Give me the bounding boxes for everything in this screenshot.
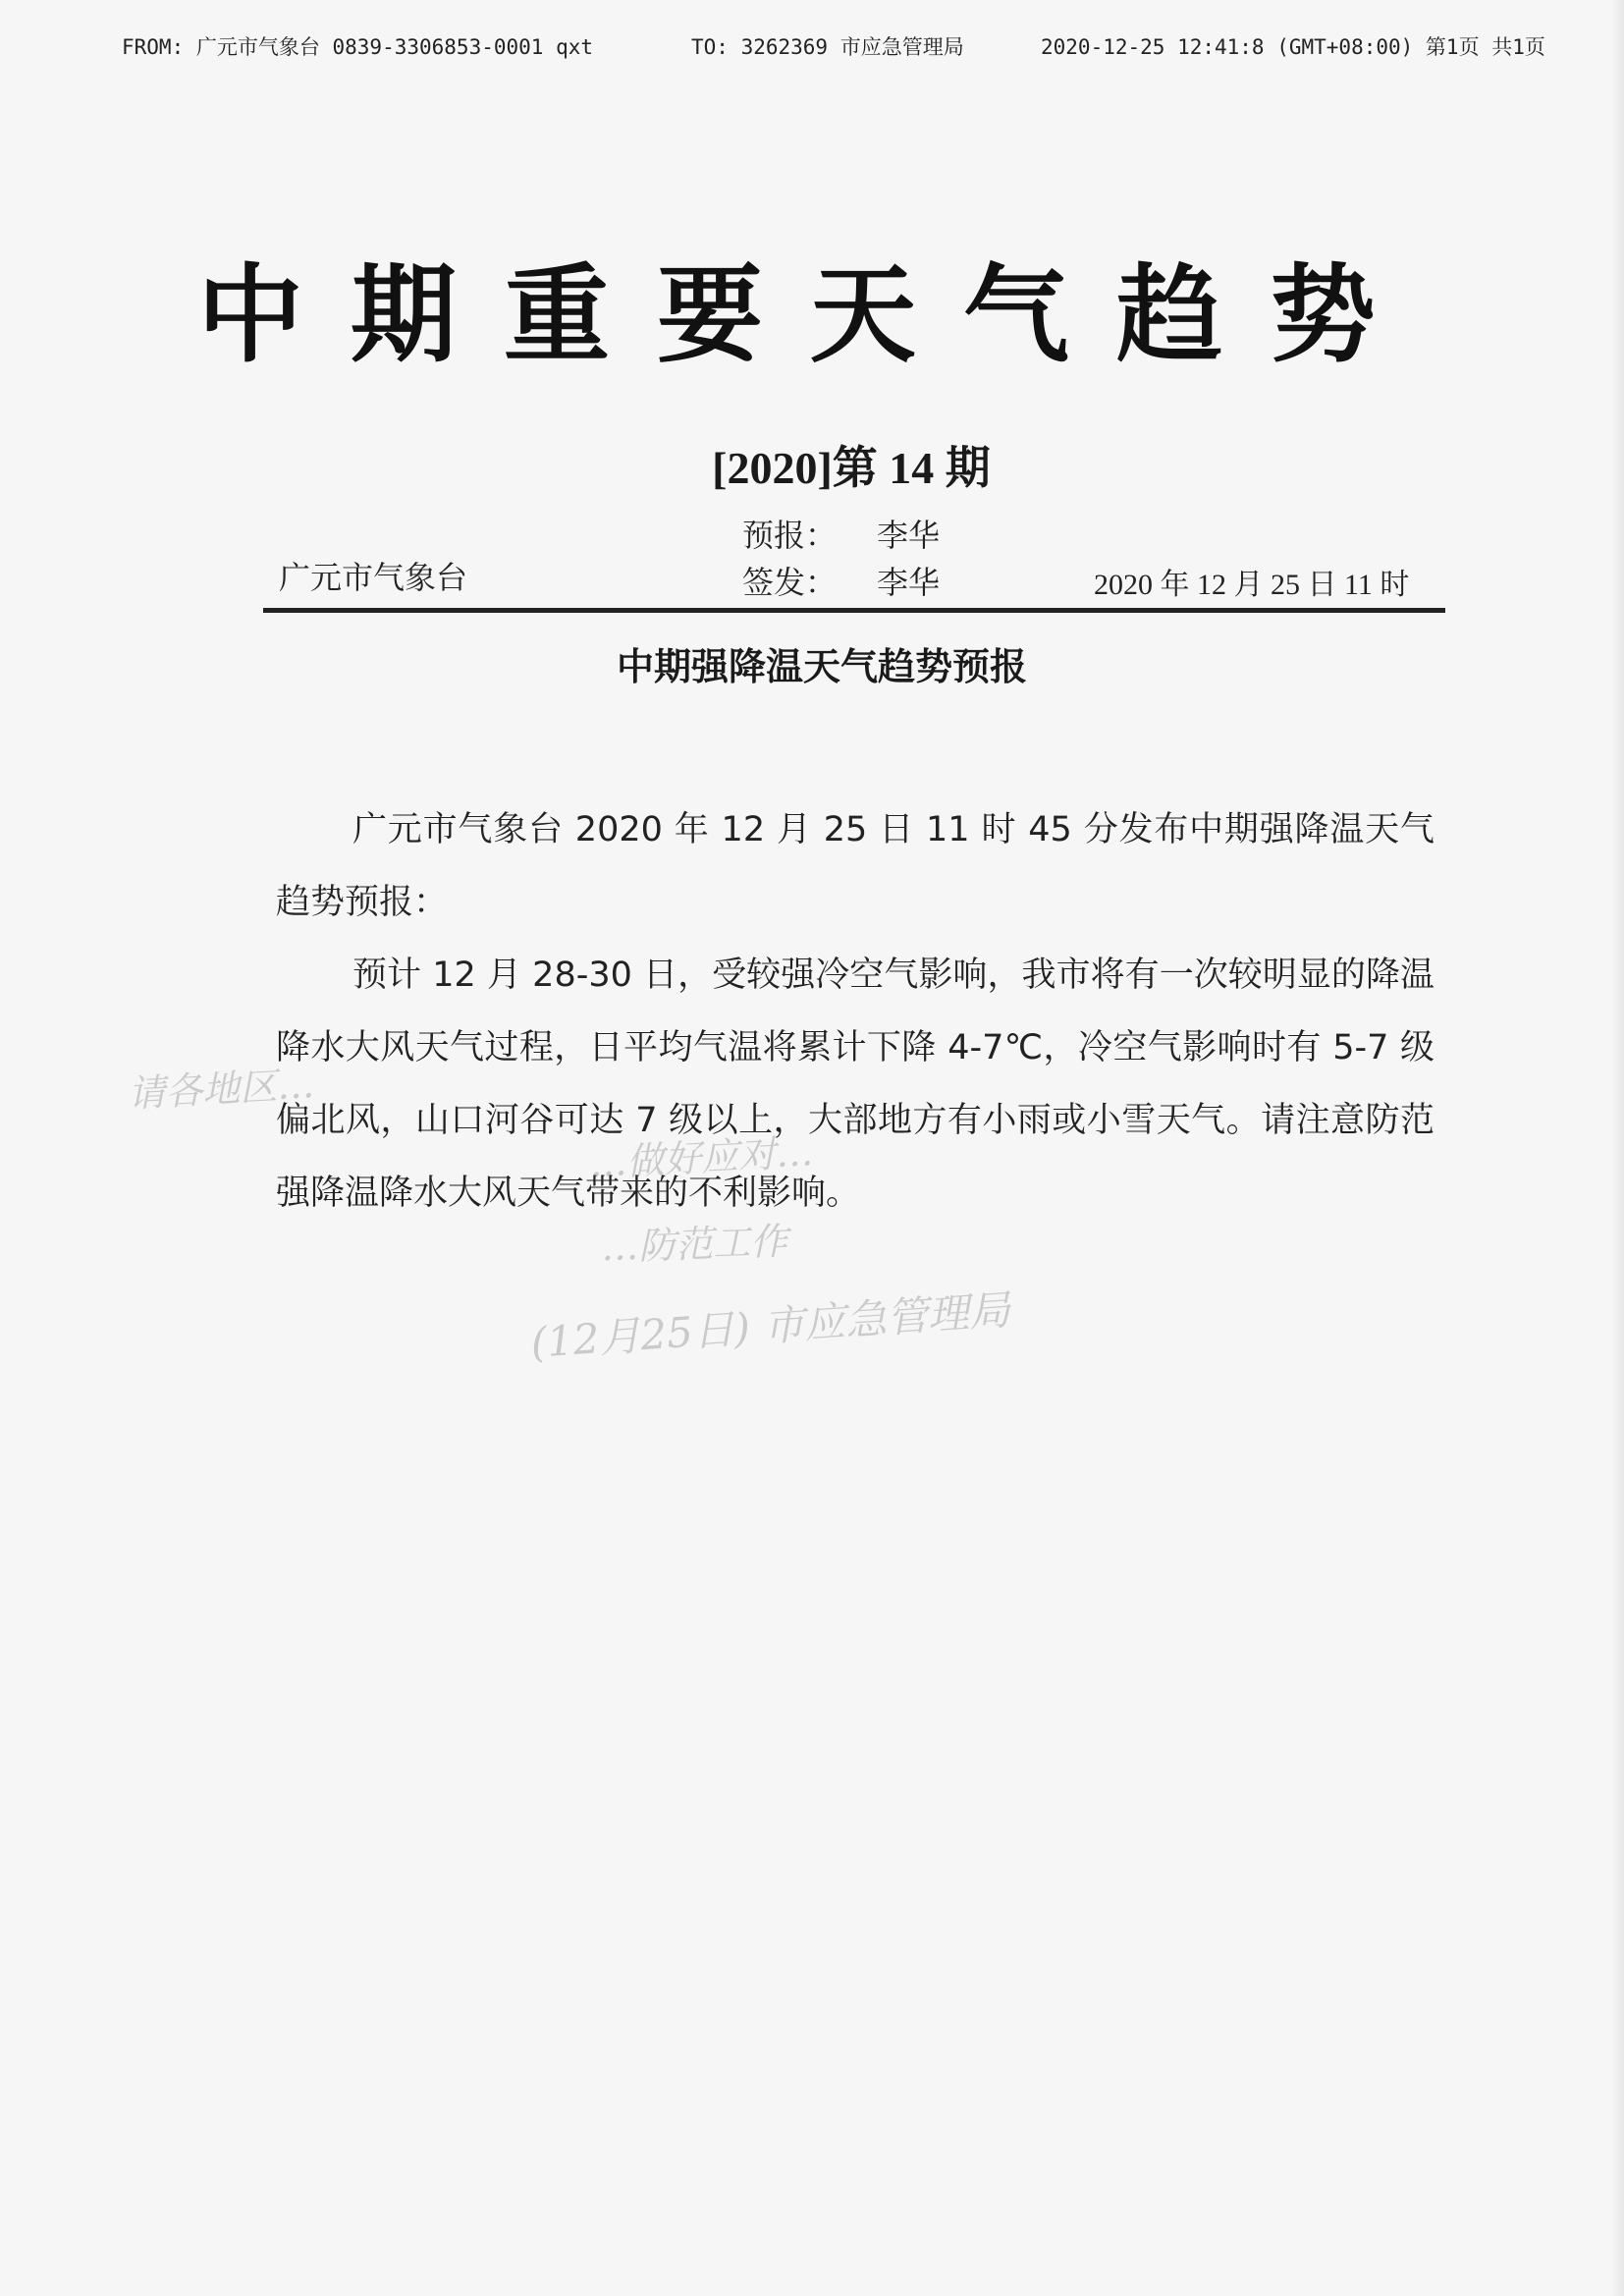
fax-datetime: 2020-12-25 12:41:8 (GMT+08:00) 第1页 共1页 [1041, 35, 1545, 59]
document-title: 中期重要天气趋势 [196, 254, 1423, 377]
issuer-label: 签发： [742, 564, 838, 601]
scan-edge-shadow [1610, 0, 1624, 2296]
issuer-name: 李华 [877, 564, 941, 601]
issue-date: 2020 年 12 月 25 日 11 时 [1094, 569, 1410, 601]
section-title: 中期强降温天气趋势预报 [616, 645, 1027, 688]
issue-number: [2020]第 14 期 [712, 443, 991, 493]
forecast-label: 预报： [742, 517, 838, 554]
fax-to: TO: 3262369 市应急管理局 [691, 35, 964, 59]
fax-from: FROM: 广元市气象台 0839-3306853-0001 qxt [122, 35, 594, 59]
body-paragraph: 预计 12 月 28-30 日，受较强冷空气影响，我市将有一次较明显的降温降水大风天气过程，日平均气温将累计下降 4-7℃，冷空气影响时有 5-7 级偏北风，山口河谷可达 7 级以上，大部地方有小雨或小雪天气。请注意防范强降温降水大风天气带来的不利影响。 [276, 956, 1435, 1213]
organization-name: 广元市气象台 [279, 559, 468, 596]
handwritten-note: (12月25日) 市应急管理局 [529, 1285, 1012, 1367]
document-body [276, 793, 1435, 1230]
handwritten-note: 请各地区… [127, 1063, 316, 1116]
body-paragraph: 广元市气象台 2020 年 12 月 25 日 11 时 45 分发布中期强降温天气趋势预报： [276, 810, 1435, 922]
header-divider [263, 608, 1445, 613]
section-title-row [0, 636, 1624, 690]
forecaster-name: 李华 [877, 517, 941, 554]
handwritten-note: …防范工作 [600, 1219, 788, 1270]
issue-number-row [0, 432, 1624, 497]
handwritten-note: …做好应对… [588, 1130, 815, 1185]
